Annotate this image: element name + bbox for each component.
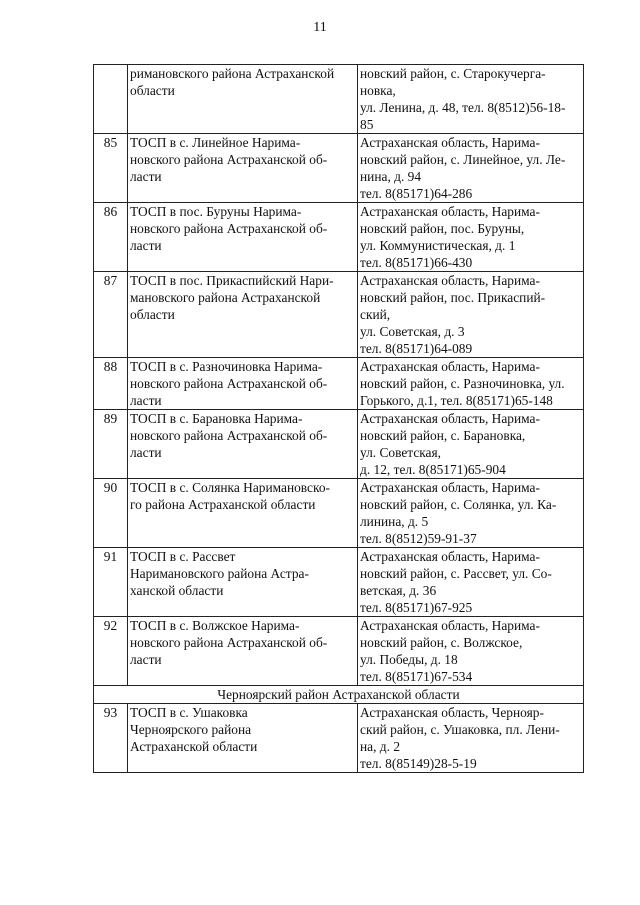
table-row [94,203,584,272]
office-address-line: новский район, пос. Прикаспий- [360,290,546,305]
office-address-line: новский район, пос. Буруны, [360,221,525,236]
office-name-line: Астраханской области [130,739,258,754]
office-address-line: новский район, с. Разночиновка, ул. [360,376,565,391]
office-name-line: ласти [130,169,162,184]
office-name-line: новского района Астраханской об- [130,376,328,391]
office-name-line: римановского района Астраханской [130,66,335,81]
table-row [94,548,584,617]
office-address-cell [358,65,584,134]
office-address-line: линина, д. 5 [360,514,429,529]
office-address-line: Астраханская область, Нарима- [360,549,540,564]
office-address-line: д. 12, тел. 8(85171)65-904 [360,462,506,477]
office-address-line: ул. Победы, д. 18 [360,652,458,667]
office-address-line: тел. 8(85171)67-925 [360,600,473,615]
office-address-line: тел. 8(85149)28-5-19 [360,756,477,771]
office-address-cell [358,358,584,410]
office-address-line: Астраханская область, Нарима- [360,618,540,633]
row-number: 90 [94,479,128,548]
office-name-line: Наримановского района Астра- [130,566,309,581]
section-title: Черноярский район Астраханской области [94,686,584,704]
office-name-line: ласти [130,238,162,253]
office-name-cell [128,548,358,617]
office-name-cell [128,272,358,358]
office-name-line: ханской области [130,583,224,598]
office-address-line: тел. 8(8512)59-91-37 [360,531,477,546]
office-address-line: тел. 8(85171)64-089 [360,341,473,356]
office-address-cell [358,617,584,686]
table-row [94,704,584,773]
office-name-line: мановского района Астраханской [130,290,321,305]
row-number: 87 [94,272,128,358]
office-address-line: ул. Советская, [360,445,442,460]
office-name-line: новского района Астраханской об- [130,428,328,443]
office-name-cell [128,410,358,479]
office-name-line: ТОСП в пос. Буруны Нарима- [130,204,302,219]
office-address-line: Горького, д.1, тел. 8(85171)65-148 [360,393,553,408]
office-name-line: ТОСП в с. Линейное Нарима- [130,135,301,150]
table-row [94,65,584,134]
office-address-line: ский, [360,307,391,322]
office-address-line: Астраханская область, Нарима- [360,273,540,288]
office-address-cell [358,134,584,203]
section-header-row [94,686,584,704]
office-address-line: новка, [360,83,396,98]
row-number: 85 [94,134,128,203]
office-name-line: ТОСП в с. Разночиновка Нарима- [130,359,323,374]
office-name-cell [128,358,358,410]
table-row [94,358,584,410]
office-address-line: Астраханская область, Нарима- [360,480,540,495]
office-address-line: новский район, с. Старокучерга- [360,66,546,81]
office-name-line: го района Астраханской области [130,497,316,512]
row-number: 92 [94,617,128,686]
office-address-cell [358,704,584,773]
office-address-line: тел. 8(85171)67-534 [360,669,473,684]
row-number: 86 [94,203,128,272]
office-name-line: ласти [130,393,162,408]
office-name-line: новского района Астраханской об- [130,152,328,167]
offices-table [93,64,584,773]
office-address-line: ул. Коммунистическая, д. 1 [360,238,516,253]
table-row [94,134,584,203]
office-name-cell [128,203,358,272]
office-name-cell [128,479,358,548]
office-address-line: тел. 8(85171)64-286 [360,186,473,201]
row-number: 88 [94,358,128,410]
office-name-line: ТОСП в с. Волжское Нарима- [130,618,300,633]
office-address-line: Астраханская область, Нарима- [360,359,540,374]
row-number: 89 [94,410,128,479]
office-name-line: Черноярского района [130,722,252,737]
office-address-line: 85 [360,117,374,132]
office-address-line: ул. Ленина, д. 48, тел. 8(8512)56-18- [360,100,566,115]
office-address-line: новский район, с. Барановка, [360,428,526,443]
office-address-line: новский район, с. Рассвет, ул. Со- [360,566,552,581]
office-address-line: нина, д. 94 [360,169,422,184]
office-name-line: новского района Астраханской об- [130,221,328,236]
row-number: 93 [94,704,128,773]
office-address-line: новский район, с. Линейное, ул. Ле- [360,152,566,167]
row-number: 91 [94,548,128,617]
office-name-cell [128,134,358,203]
office-name-line: ТОСП в с. Ушаковка [130,705,248,720]
office-name-line: ТОСП в с. Рассвет [130,549,236,564]
office-name-cell [128,704,358,773]
table-row [94,479,584,548]
table-row [94,617,584,686]
office-address-line: Астраханская область, Нарима- [360,204,540,219]
office-name-line: области [130,307,175,322]
office-address-line: Астраханская область, Нарима- [360,135,540,150]
office-name-line: ласти [130,445,162,460]
office-name-line: ТОСП в пос. Прикаспийский Нари- [130,273,334,288]
page-number: 11 [313,20,327,35]
office-address-cell [358,410,584,479]
table-row [94,410,584,479]
office-name-line: области [130,83,175,98]
office-address-line: Астраханская область, Чернояр- [360,705,544,720]
office-address-cell [358,479,584,548]
office-name-line: ТОСП в с. Барановка Нарима- [130,411,303,426]
office-address-cell [358,203,584,272]
office-address-cell [358,548,584,617]
office-name-line: ласти [130,652,162,667]
office-name-cell [128,65,358,134]
office-name-line: ТОСП в с. Солянка Наримановско- [130,480,330,495]
office-address-cell [358,272,584,358]
table-body [94,65,584,773]
table-row [94,272,584,358]
row-number [94,65,128,134]
office-address-line: ул. Советская, д. 3 [360,324,465,339]
office-address-line: Астраханская область, Нарима- [360,411,540,426]
office-address-line: новский район, с. Солянка, ул. Ка- [360,497,557,512]
office-address-line: тел. 8(85171)66-430 [360,255,473,270]
office-address-line: новский район, с. Волжское, [360,635,523,650]
office-address-line: на, д. 2 [360,739,401,754]
office-address-line: ветская, д. 36 [360,583,437,598]
office-address-line: ский район, с. Ушаковка, пл. Лени- [360,722,560,737]
office-name-line: новского района Астраханской об- [130,635,328,650]
office-name-cell [128,617,358,686]
